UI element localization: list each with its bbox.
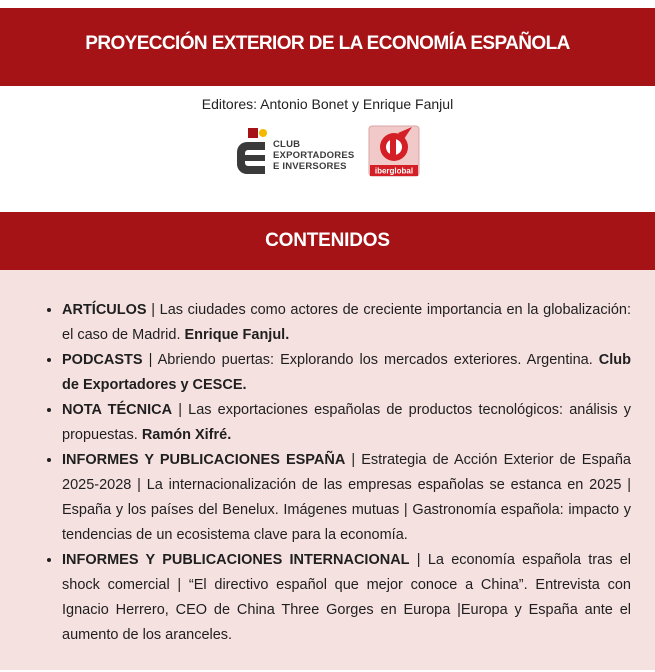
item-author: Ramón Xifré. xyxy=(141,427,232,443)
item-text[interactable]: | La economía española tras el shock comercial | “El directivo español que mejor conoce a China”. Entrevista con Ignacio Herrero, CEO de China Three Gorges en Europa |Europa y España ante el aumento de los aranceles. xyxy=(62,552,631,643)
iberglobal-logo[interactable] xyxy=(368,125,420,177)
item-text[interactable]: | Las ciudades como actores de creciente importancia en la globalización: el caso de Madrid. xyxy=(62,302,631,343)
item-category[interactable]: ARTÍCULOS xyxy=(62,302,147,318)
header-banner xyxy=(0,8,655,86)
list-item[interactable] xyxy=(62,398,631,448)
logos-row xyxy=(0,128,655,180)
list-item[interactable] xyxy=(62,448,631,548)
page-title: PROYECCIÓN EXTERIOR DE LA ECONOMÍA ESPAÑOLA xyxy=(85,33,570,54)
club-logo-text xyxy=(273,139,354,172)
item-category[interactable]: INFORMES Y PUBLICACIONES INTERNACIONAL xyxy=(62,552,410,568)
item-category[interactable]: NOTA TÉCNICA xyxy=(62,402,173,418)
contents-list-panel xyxy=(0,270,655,670)
club-logo-line-1: CLUB xyxy=(273,139,301,150)
item-author: Club de Exportadores y CESCE. xyxy=(62,352,631,393)
contents-list xyxy=(40,298,631,648)
list-item[interactable] xyxy=(62,348,631,398)
contents-title: CONTENIDOS xyxy=(265,230,390,251)
club-logo-line-2: EXPORTADORES xyxy=(273,150,355,161)
club-mark-icon xyxy=(235,128,269,178)
item-author: Enrique Fanjul. xyxy=(184,327,290,343)
item-text[interactable]: | Las exportaciones españolas de productos tecnológicos: análisis y propuestas. xyxy=(62,402,631,443)
club-exportadores-logo[interactable] xyxy=(235,128,360,178)
editors-line: Editores: Antonio Bonet y Enrique Fanjul xyxy=(201,96,454,112)
list-item[interactable] xyxy=(62,298,631,348)
item-text[interactable]: | Abriendo puertas: Explorando los mercados exteriores. Argentina. xyxy=(142,352,599,368)
editors-section xyxy=(0,86,655,212)
contents-banner xyxy=(0,212,655,270)
item-category[interactable]: INFORMES Y PUBLICACIONES ESPAÑA xyxy=(62,452,346,468)
item-category[interactable]: PODCASTS xyxy=(62,352,143,368)
iberglobal-logo-text: iberglobal xyxy=(374,166,414,176)
club-logo-line-3: E INVERSORES xyxy=(273,161,347,172)
item-text[interactable]: | Estrategia de Acción Exterior de España 2025-2028 | La internacionalización de las empresas españolas se estanca en 2025 | España y los países del Benelux. Imágenes mutuas | Gastronomía española: impacto y tendencias de un ecosistema clave para la economía. xyxy=(62,452,631,543)
list-item[interactable] xyxy=(62,548,631,648)
newsletter xyxy=(0,8,655,672)
